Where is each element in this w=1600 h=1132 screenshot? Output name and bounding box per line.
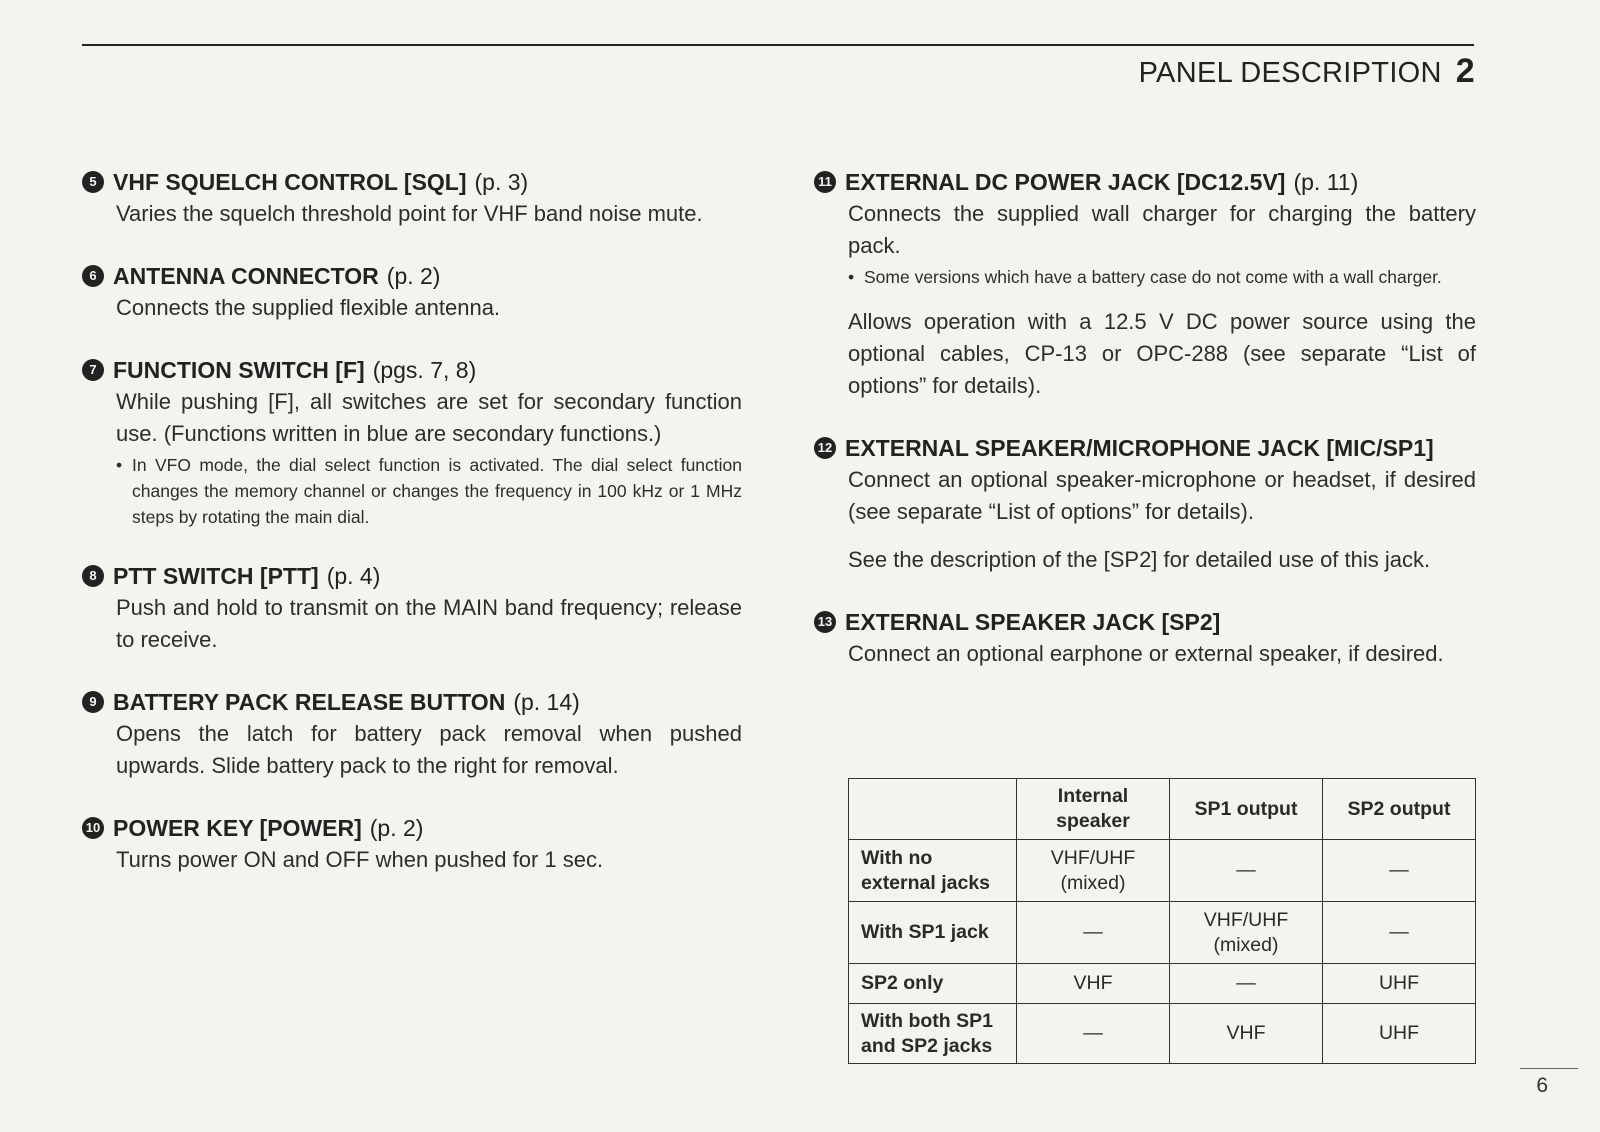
item-description: Connects the supplied wall charger for charging the battery pack. (848, 201, 1476, 258)
item-description: Push and hold to transmit on the MAIN band frequency; release to receive. (116, 595, 742, 652)
table-row-header: SP2 only (849, 964, 1017, 1004)
item-note-text: In VFO mode, the dial select function is activated. The dial select function changes the memory channel or changes the frequency in 100 kHz or 1 MHz steps by rotating the main dial. (132, 455, 742, 527)
item-name: FUNCTION SWITCH [F] (113, 357, 365, 383)
bullet-icon: • (848, 267, 855, 287)
item-note-text: Some versions which have a battery case do not come with a wall charger. (864, 267, 1442, 287)
table-cell: VHF/UHF (mixed) (1017, 840, 1170, 902)
table-header-cell: Internal speaker (1017, 779, 1170, 840)
table-row-header: With SP1 jack (849, 902, 1017, 964)
table-header-cell: SP1 output (1170, 779, 1323, 840)
item-page-ref: (pgs. 7, 8) (372, 357, 477, 383)
table-row-header: With both SP1 and SP2 jacks (849, 1004, 1017, 1064)
item-sp2-jack (814, 606, 1476, 670)
page-number-rule (1520, 1068, 1578, 1069)
item-number: 5 (82, 171, 104, 193)
table-cell: — (1017, 902, 1170, 964)
item-number: 12 (814, 437, 836, 459)
item-page-ref: (p. 14) (513, 689, 580, 715)
left-column (82, 166, 742, 906)
table-cell: — (1323, 840, 1476, 902)
item-vhf-squelch (82, 166, 742, 230)
item-description: Connect an optional earphone or external speaker, if desired. (848, 641, 1444, 666)
table-cell: UHF (1323, 1004, 1476, 1064)
item-function-switch (82, 354, 742, 530)
section-title: PANEL DESCRIPTION (1138, 57, 1442, 89)
item-note (814, 264, 1476, 290)
table-cell: VHF (1170, 1004, 1323, 1064)
page-number: 6 (1536, 1074, 1548, 1097)
table-cell: — (1170, 840, 1323, 902)
item-description-2: See the description of the [SP2] for detailed use of this jack. (848, 547, 1431, 572)
chapter-number: 2 (1455, 52, 1475, 90)
table-header-row (849, 779, 1476, 840)
item-page-ref: (p. 4) (326, 563, 381, 589)
table-cell: — (1017, 1004, 1170, 1064)
table-cell: VHF/UHF (mixed) (1170, 902, 1323, 964)
item-name: VHF SQUELCH CONTROL [SQL] (113, 169, 467, 195)
item-number: 13 (814, 611, 836, 633)
item-name: POWER KEY [POWER] (113, 815, 362, 841)
item-name: BATTERY PACK RELEASE BUTTON (113, 689, 506, 715)
item-number: 10 (82, 817, 104, 839)
item-number: 6 (82, 265, 104, 287)
table-row (849, 902, 1476, 964)
table-cell: — (1170, 964, 1323, 1004)
table-row (849, 1004, 1476, 1064)
item-description: Opens the latch for battery pack removal when pushed upwards. Slide battery pack to the right for removal. (116, 721, 742, 778)
item-description-2: Allows operation with a 12.5 V DC power source using the optional cables, CP-13 or OPC-288 (see separate “List of options” for details). (848, 309, 1476, 398)
item-power-key (82, 812, 742, 876)
page-header (1139, 52, 1475, 91)
item-number: 11 (814, 171, 836, 193)
item-number: 8 (82, 565, 104, 587)
item-battery-release (82, 686, 742, 782)
table-row (849, 964, 1476, 1004)
item-name: EXTERNAL SPEAKER/MICROPHONE JACK [MIC/SP1] (845, 435, 1434, 461)
item-dc-power-jack (814, 166, 1476, 402)
item-number: 7 (82, 359, 104, 381)
table-cell: VHF (1017, 964, 1170, 1004)
item-mic-sp1-jack (814, 432, 1476, 576)
speaker-output-table (848, 778, 1476, 1064)
table-cell: UHF (1323, 964, 1476, 1004)
item-page-ref: (p. 11) (1293, 169, 1359, 195)
top-rule (82, 44, 1474, 46)
table-header-cell (849, 779, 1017, 840)
table-row (849, 840, 1476, 902)
table-row-header: With no external jacks (849, 840, 1017, 902)
item-description: Turns power ON and OFF when pushed for 1 sec. (116, 847, 604, 872)
item-name: PTT SWITCH [PTT] (113, 563, 319, 589)
item-page-ref: (p. 2) (369, 815, 424, 841)
item-ptt-switch (82, 560, 742, 656)
bullet-icon: • (116, 455, 123, 475)
table-cell: — (1323, 902, 1476, 964)
item-number: 9 (82, 691, 104, 713)
item-note (82, 452, 742, 530)
table-header-cell: SP2 output (1323, 779, 1476, 840)
item-description: Connect an optional speaker-microphone or headset, if desired (see separate “List of options” for details). (848, 467, 1476, 524)
item-name: EXTERNAL SPEAKER JACK [SP2] (845, 609, 1221, 635)
item-name: ANTENNA CONNECTOR (113, 263, 379, 289)
right-column (814, 166, 1476, 700)
item-description: Connects the supplied flexible antenna. (116, 295, 501, 320)
item-page-ref: (p. 3) (474, 169, 529, 195)
item-description: Varies the squelch threshold point for VHF band noise mute. (116, 201, 703, 226)
item-description: While pushing [F], all switches are set for secondary function use. (Functions written in blue are secondary functions.) (116, 389, 742, 446)
item-name: EXTERNAL DC POWER JACK [DC12.5V] (845, 169, 1286, 195)
item-antenna-connector (82, 260, 742, 324)
item-page-ref: (p. 2) (386, 263, 441, 289)
